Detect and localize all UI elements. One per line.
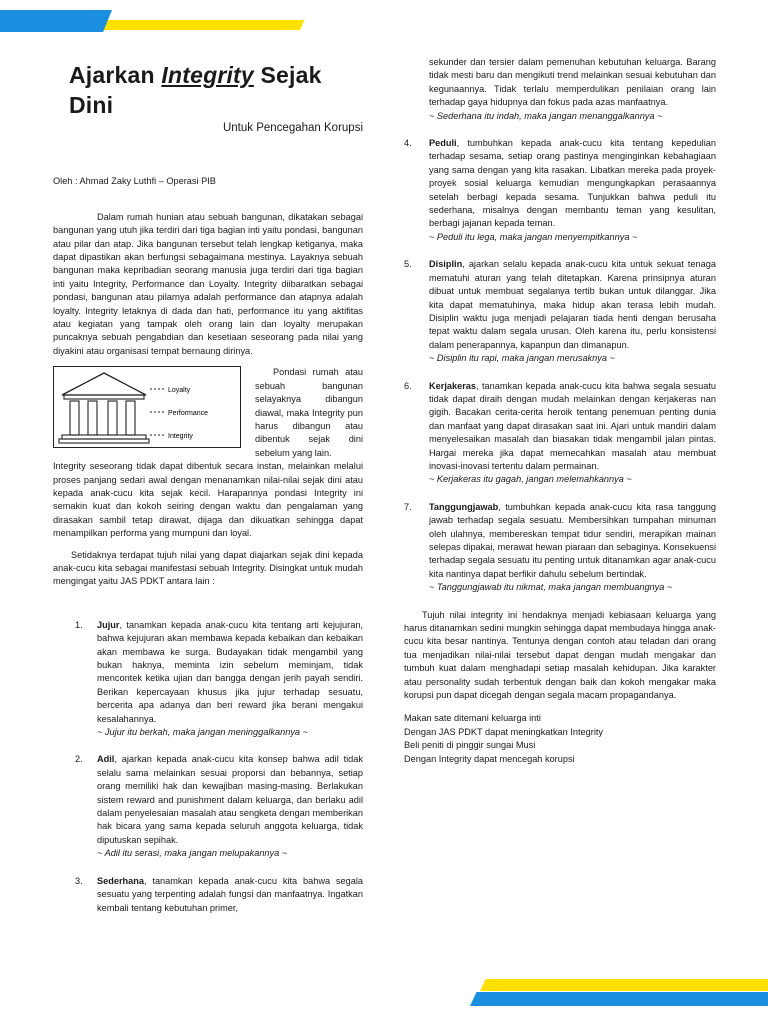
list-item [53, 619, 363, 740]
list-term: Tanggungjawab [429, 501, 499, 512]
list-text: , tanamkan kepada anak-cucu kita bahwa segala sesuatu yang terpenting adalah fungsi dan manfaatnya. Ingatkan kembali tentang kebutuhan primer, [97, 875, 363, 913]
figure-row [53, 366, 363, 460]
list-item [53, 875, 363, 915]
seven-values-paragraph: Setidaknya terdapat tujuh nilai yang dapat diajarkan sejak dini kepada anak-cucu kita sebagai manifestasi sebuah Integrity. Disingkat untuk mudah mengingat yaitu JAS PDKT antara lain : [53, 549, 363, 587]
list-term: Kerjakeras [429, 380, 476, 391]
title-part: Ajarkan [69, 62, 162, 88]
foundation-shape [59, 439, 149, 443]
title-emphasis: Integrity [161, 62, 254, 88]
decorative-stripe-blue-top [0, 10, 112, 32]
right-column [404, 56, 716, 766]
list-item [404, 380, 716, 487]
body-paragraph: Integrity seseorang tidak dapat dibentuk secara instan, melainkan melalui proses panjang sedari awal dengan menanamkan nilai-nilai sejak dini atau kepada anak-cucu kita sejak kecil. Harapannya pondasi Integrity ini semakin kuat dan kokoh seiring dengan waktu dan pengalaman yang dirasakan sambil tetap dirawat, dijaga dan dikuatkan sehingga dapat menampilkan performa yang mumpuni dan loyal. [53, 461, 363, 539]
pillar-shape [108, 401, 117, 435]
building-pillar-diagram [53, 366, 241, 448]
list-number: 3. [75, 875, 83, 886]
label-performance: Performance [168, 410, 209, 418]
decorative-stripe-blue-bottom [470, 992, 768, 1006]
page-subtitle: Untuk Pencegahan Korupsi [222, 122, 363, 134]
conclusion-paragraph: Tujuh nilai integrity ini hendaknya menjadi kebiasaan keluarga yang harus ditanamkan sedini mungkin sehingga dapat membudaya hingga anak-cucu kita besar nantinya. Tentunya dengan contoh atau teladan dari orang tua menjadikan nilai-nilai tersebut dapat dengan mudah mengakar dan tumbuh kuat dalam menghadapi setiap masalah kehidupan. Jika karakter atau personality sudah terbentuk dengan baik dan kokoh mengakar maka korupsi pun dapat dicegah dengan segala macam propagandanya. [404, 609, 716, 701]
list-number: 1. [75, 619, 83, 630]
list-number: 6. [404, 380, 412, 391]
pillar-shape [88, 401, 97, 435]
list-quote: ~ Kerjakeras itu gagah, jangan melemahkannya ~ [429, 474, 632, 485]
decorative-stripe-yellow-bottom [480, 979, 768, 991]
list-quote: ~ Tanggungjawab itu nikmat, maka jangan membuangnya ~ [429, 582, 673, 593]
pillar-shape [126, 401, 135, 435]
list-text: , tumbuhkan kepada anak-cucu kita rasa tanggung jawab terhadap segala sesuatu. Membersihkan tumpahan minuman oleh ulahnya, membereskan tempat tidur sendiri, merapikan mainan selepas dipakai, merawat hewan piaraan dan sebaginya. Konsekuensi terhadap segala sesuatu itu penting untuk ditanamkan agar anak-cucu kita nantinya dapat berfikir dahulu sebelum bertindak. [429, 501, 716, 579]
page-title [53, 60, 363, 120]
list-text: , tanamkan kepada anak-cucu kita bahwa segala sesuatu tidak dapat diraih dengan mudah melainkan dengan kerjakeras nan gigih. Bacakan cerita-cerita heroik tentang penemuan penting dunia dan manfaat yang dapat dirasakan saat ini. Ajari untuk mandiri dalam menyelesaikan masalah dan biasakan tidak mengambil jalan pintas. Hargai mereka jika dapat memecahkan masalah atau membuat inovasi-inovasi tertentu dalam permainan. [429, 380, 716, 471]
roof-shape [62, 373, 146, 395]
list-term: Adil [97, 754, 115, 765]
list-item [404, 137, 716, 244]
list-text: , ajarkan selalu kepada anak-cucu kita untuk sekuat tenaga mematuhi aturan yang telah ditetapkan. Karena prinsipnya aturan dibuat untuk membuat segalanya tertib bukan untuk dilanggar. Jika kita dapat mematuhinya, maka hidup akan terasa lebih mudah. Disiplin waktu juga menjadi pelajaran tiada henti dengan berusaha tepat waktu dalam segala urusan. Oleh karena itu, perlu konsistensi dalam penerapannya, kapanpun dan dimanapun. [429, 259, 716, 350]
list-item-continued [404, 56, 716, 123]
poem-line: Beli peniti di pinggir sungai Musi [404, 740, 536, 751]
list-term: Jujur [97, 619, 120, 630]
left-column [53, 60, 363, 929]
list-text: sekunder dan tersier dalam pemenuhan kebutuhan keluarga. Barang tidak mesti baru dan mengikuti trend melainkan sesuai kebutuhan dan kegunaannya. Tidak terlalu memperdulikan penilaian orang lain terhadap gaya hidupnya dan fokus pada azas manfaatnya. [429, 57, 716, 108]
foundation-shape [62, 435, 146, 439]
list-quote: ~ Sederhana itu indah, maka jangan menanggalkannya ~ [429, 110, 663, 121]
list-quote: ~ Disiplin itu rapi, maka jangan merusaknya ~ [429, 353, 615, 364]
values-list-left [53, 619, 363, 915]
figure-side-text: Pondasi rumah atau sebuah bangunan selayaknya dibangun diawal, maka Integrity pun harus dibangun atau dibentuk sejak dini sebelum yang lain. [255, 367, 363, 458]
poem-line: Dengan JAS PDKT dapat meningkatkan Integrity [404, 726, 604, 737]
title-part: Sejak Dini [69, 62, 322, 118]
list-number: 2. [75, 754, 83, 765]
closing-poem [404, 712, 716, 766]
list-quote: ~ Adil itu serasi, maka jangan melupakannya ~ [97, 848, 288, 859]
poem-line: Makan sate ditemani keluarga inti [404, 713, 541, 724]
list-number: 7. [404, 501, 412, 512]
list-item [404, 258, 716, 365]
list-number: 4. [404, 138, 412, 149]
label-loyalty: Loyalty [168, 387, 191, 395]
pillar-shape [70, 401, 79, 435]
list-term: Peduli [429, 138, 457, 149]
list-quote: ~ Jujur itu berkah, maka jangan meninggalkannya ~ [97, 727, 308, 738]
author-line: Oleh : Ahmad Zaky Luthfi – Operasi PIB [53, 176, 216, 187]
list-item [404, 501, 716, 595]
list-term: Disiplin [429, 259, 463, 270]
label-integrity: Integrity [168, 433, 193, 441]
list-text: , tanamkan kepada anak-cucu kita tentang arti kejujuran, bahwa kejujuran akan membawa kepada kebaikan dan kebaikan akan membawa ke surga. Budayakan tidak mengambil yang bukan haknya, meminta izin sebelum meminjam, tidak mencontek ketika ujian dan bangga dengan jerih payah sendiri. Berikan kepercayaan khusus jika jujur terhadap sesuatu, bercerita apa adanya dan beri reward jika berani mengakui kesalahannya. [97, 619, 363, 724]
list-quote: ~ Peduli itu lega, maka jangan menyempitkannya ~ [429, 231, 638, 242]
list-text: , tumbuhkan kepada anak-cucu kita tentang kepedulian terhadap sesama, setiap orang pastinya menginginkan kebahagiaan yang sama dengan yang kita rasakan. Libatkan mereka pada proyek-proyek sosial keluarga kemudian mengungkapkan perasaannya setelah berbagi kepada sesama. Tunjukkan bahwa peduli itu sederhana, misalnya dengan membantu teman yang kesulitan, berbagi jajanan kepada teman. [429, 138, 716, 229]
list-text: , ajarkan kepada anak-cucu kita konsep bahwa adil tidak selalu sama melainkan sesuai proporsi dan bebannya, setiap orang memiliki hak dan kewajiban masing-masing. Berlakukan sistem reward and punishment dalam keluarga, dan berlaku adil dalam penyelesaian masalah atau sengketa dengan memberikan hak bicara yang sama kepada seluruh anggota keluarga, tidak diputuskan sepihak. [97, 754, 363, 845]
list-number: 5. [404, 259, 412, 270]
list-term: Sederhana [97, 875, 144, 886]
intro-paragraph: Dalam rumah hunian atau sebuah bangunan, dikatakan sebagai bangunan yang utuh jika terdiri dari tiga bagian inti yaitu pondasi, bangunan atau pilar dan atap. Jika bangunan tersebut telah lengkap ketiganya, maka dapat dipastikan akan berfungsi sebagaimana mestinya. Layaknya sebuah bangunan maka kepribadian seorang manusia juga terdiri dari tiga bagian inti yaitu Integrity, Performance dan Loyalty. Integrity diibaratkan sebagai pondasi, bangunan atau pilarnya adalah performance dan atapnya adalah loyalty. Integrity letaknya di dada dan hati, performance itu yang aktifitas atau kegiatan yang tampak oleh orang lain dan loyalty merupakan puncaknya sebuah pengabdian dan kesetiaan seseorang pada nilai yang diyakini atau organisasi tempat bernaung dirinya. [53, 211, 363, 356]
poem-line: Dengan Integrity dapat mencegah korupsi [404, 753, 575, 764]
list-item [53, 753, 363, 860]
values-list-right [404, 137, 716, 595]
